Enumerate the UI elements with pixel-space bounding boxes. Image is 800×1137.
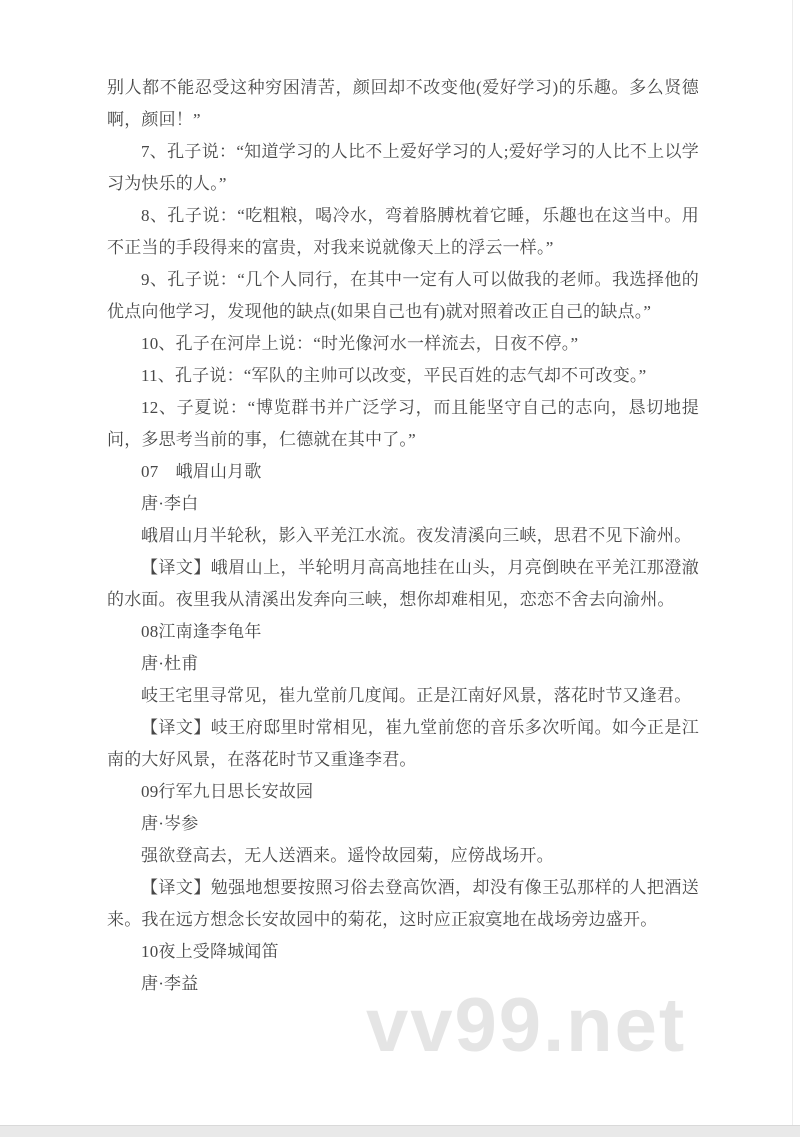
paragraph-analects-translation-continued: 别人都不能忍受这种穷困清苦，颜回却不改变他(爱好学习)的乐趣。多么贤德啊，颜回！” [107,78,699,129]
paragraph-analects-9: 9、孔子说：“几个人同行，在其中一定有人可以做我的老师。我选择他的优点向他学习，发现他的缺点(如果自己也有)就对照着改正自己的缺点。” [107,270,699,321]
poem-07-author: 唐·李白 [141,494,199,513]
poem-09-title: 09行军九日思长安故园 [141,782,314,801]
poem-09-text: 强欲登高去，无人送酒来。遥怜故园菊，应傍战场开。 [141,846,554,865]
poem-07-title: 07 峨眉山月歌 [141,462,262,481]
poem-08-title: 08江南逢李龟年 [141,622,262,641]
paragraph-analects-8: 8、孔子说：“吃粗粮，喝冷水，弯着胳膊枕着它睡，乐趣也在这当中。用不正当的手段得来的富贵，对我来说就像天上的浮云一样。” [107,206,699,257]
poem-10-title: 10夜上受降城闻笛 [141,942,279,961]
page-right-edge [792,0,793,1126]
viewer-footer-strip [0,1125,800,1137]
poem-08-translation: 【译文】岐王府邸里时常相见，崔九堂前您的音乐多次听闻。如今正是江南的大好风景，在落花时节又重逢李君。 [107,718,699,769]
paragraph-analects-7: 7、孔子说：“知道学习的人比不上爱好学习的人;爱好学习的人比不上以学习为快乐的人。” [107,142,699,193]
document-page-body [107,72,699,1000]
poem-10-author: 唐·李益 [141,974,199,993]
poem-09-translation: 【译文】勉强地想要按照习俗去登高饮酒，却没有像王弘那样的人把酒送来。我在远方想念长安故园中的菊花，这时应正寂寞地在战场旁边盛开。 [107,878,699,929]
paragraph-analects-10: 10、孔子在河岸上说：“时光像河水一样流去，日夜不停。” [141,334,579,353]
poem-07-translation: 【译文】峨眉山上，半轮明月高高地挂在山头，月亮倒映在平羌江那澄澈的水面。夜里我从清溪出发奔向三峡，想你却难相见，恋恋不舍去向渝州。 [107,558,699,609]
paragraph-analects-12: 12、子夏说：“博览群书并广泛学习，而且能坚守自己的志向，恳切地提问，多思考当前的事，仁德就在其中了。” [107,398,699,449]
paragraph-analects-11: 11、孔子说：“军队的主帅可以改变，平民百姓的志气却不可改变。” [141,366,647,385]
poem-09-author: 唐·岑参 [141,814,199,833]
watermark-text: vv99.net [366,983,687,1068]
poem-08-text: 岐王宅里寻常见，崔九堂前几度闻。正是江南好风景，落花时节又逢君。 [141,686,692,705]
poem-07-text: 峨眉山月半轮秋，影入平羌江水流。夜发清溪向三峡，思君不见下渝州。 [141,526,692,545]
poem-08-author: 唐·杜甫 [141,654,199,673]
